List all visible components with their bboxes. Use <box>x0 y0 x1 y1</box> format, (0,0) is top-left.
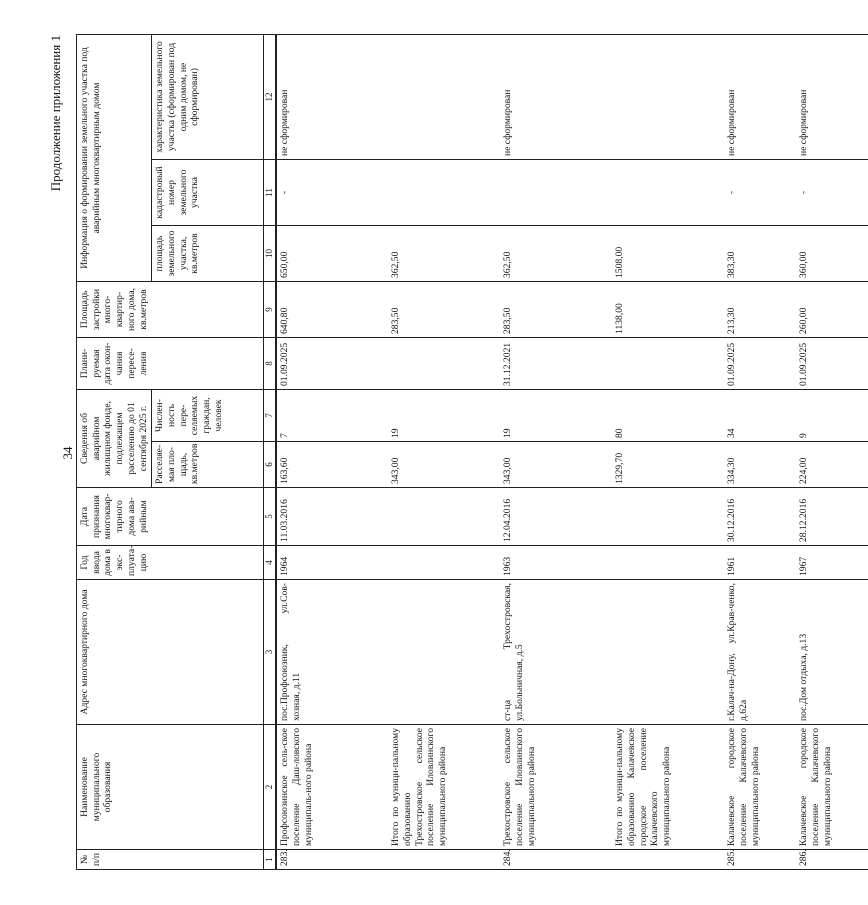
resettle-area: 343,00 <box>500 442 612 488</box>
row-number: 285. <box>724 850 796 870</box>
header-land-area: площадь земельного участка, кв.метров <box>152 226 264 282</box>
header-cadastral: кадастровый номер земельного участка <box>152 160 264 226</box>
emergency-date: 30.12.2016 <box>724 488 796 546</box>
land-status <box>388 35 500 160</box>
municipality-name: Итого по муници-пальному образованию Калачевское городское поселение Калачевского муниципального района <box>612 725 724 850</box>
house-address: пос.Профсоюзник, ул.Сов-хозная, д.11 <box>276 580 388 725</box>
col-num: 4 <box>264 546 276 580</box>
municipality-name: Калачевское городское поселение Калачевского муниципального района <box>796 725 868 850</box>
table-row <box>724 35 796 870</box>
col-num: 10 <box>264 226 276 282</box>
col-num: 5 <box>264 488 276 546</box>
build-area: 640,80 <box>276 282 388 338</box>
resettle-area: 343,00 <box>388 442 500 488</box>
land-status: не сформирован <box>276 35 388 160</box>
resettle-area: 334,30 <box>724 442 796 488</box>
house-address: пос.Дом отдыха, д.13 <box>796 580 868 725</box>
resettle-people: 19 <box>500 390 612 442</box>
col-num: 3 <box>264 580 276 725</box>
table-row <box>612 35 724 870</box>
cadastral-number <box>500 160 612 226</box>
cadastral-number: - <box>276 160 388 226</box>
col-num: 7 <box>264 390 276 442</box>
commission-year: 1963 <box>500 546 612 580</box>
header-land-status: характеристика земельного участка (сформирован под одним домом, не сформирован) <box>152 35 264 160</box>
land-area: 383,30 <box>724 226 796 282</box>
header-land-group: Информация о формировании земельного участка под аварийным многоквартирным домом <box>77 35 152 282</box>
municipality-name: Трехостровское сельское поселение Иловлинского муниципального района <box>500 725 612 850</box>
land-area: 1508,00 <box>612 226 724 282</box>
header-address: Адрес многоквартирного дома <box>77 580 264 725</box>
header-housing-group: Сведения об аварийном жилищном фонде, подлежащем расселению до 01 сентября 2025 г. <box>77 390 152 488</box>
table-row <box>388 35 500 870</box>
land-area: 360,00 <box>796 226 868 282</box>
resettle-area: 1329,70 <box>612 442 724 488</box>
header-area: Расселяе-мая пло-щадь, кв.метров <box>152 442 264 488</box>
build-area: 260,00 <box>796 282 868 338</box>
plan-date <box>388 338 500 390</box>
land-area: 362,50 <box>500 226 612 282</box>
emergency-housing-table <box>76 34 868 870</box>
commission-year: 1967 <box>796 546 868 580</box>
commission-year <box>612 546 724 580</box>
cadastral-number: - <box>724 160 796 226</box>
commission-year: 1964 <box>276 546 388 580</box>
cadastral-number <box>612 160 724 226</box>
land-area: 650,00 <box>276 226 388 282</box>
land-status <box>612 35 724 160</box>
table-row <box>500 35 612 870</box>
row-number: 286. <box>796 850 868 870</box>
page-number: 34 <box>60 446 75 460</box>
resettle-people: 9 <box>796 390 868 442</box>
col-num: 9 <box>264 282 276 338</box>
header-year: Год ввода дома в экс-плуата-цию <box>77 546 264 580</box>
header-plan-date: Плани-руемая дата окон-чания пересе-ления <box>77 338 264 390</box>
table-row <box>796 35 868 870</box>
plan-date: 01.09.2025 <box>724 338 796 390</box>
header-number: № п/п <box>77 850 264 870</box>
row-number <box>388 850 500 870</box>
row-number: 284. <box>500 850 612 870</box>
build-area: 283,50 <box>388 282 500 338</box>
col-num: 2 <box>264 725 276 850</box>
header-people: Числен-ность пере-селяемых граждан, человек <box>152 390 264 442</box>
land-status: не сформирован <box>724 35 796 160</box>
col-num: 11 <box>264 160 276 226</box>
build-area: 1138,00 <box>612 282 724 338</box>
resettle-people: 7 <box>276 390 388 442</box>
municipality-name: Калачевское городское поселение Калачевского муниципального района <box>724 725 796 850</box>
col-num: 12 <box>264 35 276 160</box>
resettle-area: 163,60 <box>276 442 388 488</box>
cadastral-number: - <box>796 160 868 226</box>
plan-date: 01.09.2025 <box>276 338 388 390</box>
cadastral-number <box>388 160 500 226</box>
col-num: 6 <box>264 442 276 488</box>
col-num: 8 <box>264 338 276 390</box>
house-address <box>388 580 500 725</box>
row-number <box>612 850 724 870</box>
resettle-area: 224,00 <box>796 442 868 488</box>
table-row <box>276 35 388 870</box>
resettle-people: 34 <box>724 390 796 442</box>
municipality-name: Итого по муници-пальному образованию Трехостровское сельское поселение Иловлинского муниципального района <box>388 725 500 850</box>
rotated-page-content <box>48 35 833 870</box>
land-status: не сформирован <box>796 35 868 160</box>
plan-date: 31.12.2021 <box>500 338 612 390</box>
house-address <box>612 580 724 725</box>
row-number: 283. <box>276 850 388 870</box>
land-area: 362,50 <box>388 226 500 282</box>
municipality-name: Профсоюзинское сель-ское поселение Даш-ловского муниципаль-ного района <box>276 725 388 850</box>
emergency-date: 11.03.2016 <box>276 488 388 546</box>
col-num: 1 <box>264 850 276 870</box>
resettle-people: 80 <box>612 390 724 442</box>
emergency-date: 12.04.2016 <box>500 488 612 546</box>
emergency-date <box>612 488 724 546</box>
house-address: ст-ца Трехостровская, ул.Больничная, д.5 <box>500 580 612 725</box>
plan-date: 01.09.2025 <box>796 338 868 390</box>
resettle-people: 19 <box>388 390 500 442</box>
header-build-area: Площадь застройки много-квартир-ного дома, кв.метров <box>77 282 264 338</box>
header-municipality: Наименование муниципального образования <box>77 725 264 850</box>
build-area: 213,30 <box>724 282 796 338</box>
house-address: г.Калач-на-Дону, ул.Крав-ченко, д.62а <box>724 580 796 725</box>
commission-year <box>388 546 500 580</box>
emergency-date: 28.12.2016 <box>796 488 868 546</box>
column-number-row <box>264 35 276 870</box>
emergency-date <box>388 488 500 546</box>
commission-year: 1961 <box>724 546 796 580</box>
build-area: 283,50 <box>500 282 612 338</box>
header-emergency-date: Дата признания многоквар-тирного дома ава-рийным <box>77 488 264 546</box>
land-status: не сформирован <box>500 35 612 160</box>
appendix-title: Продолжение приложения 1 <box>48 35 63 192</box>
plan-date <box>612 338 724 390</box>
